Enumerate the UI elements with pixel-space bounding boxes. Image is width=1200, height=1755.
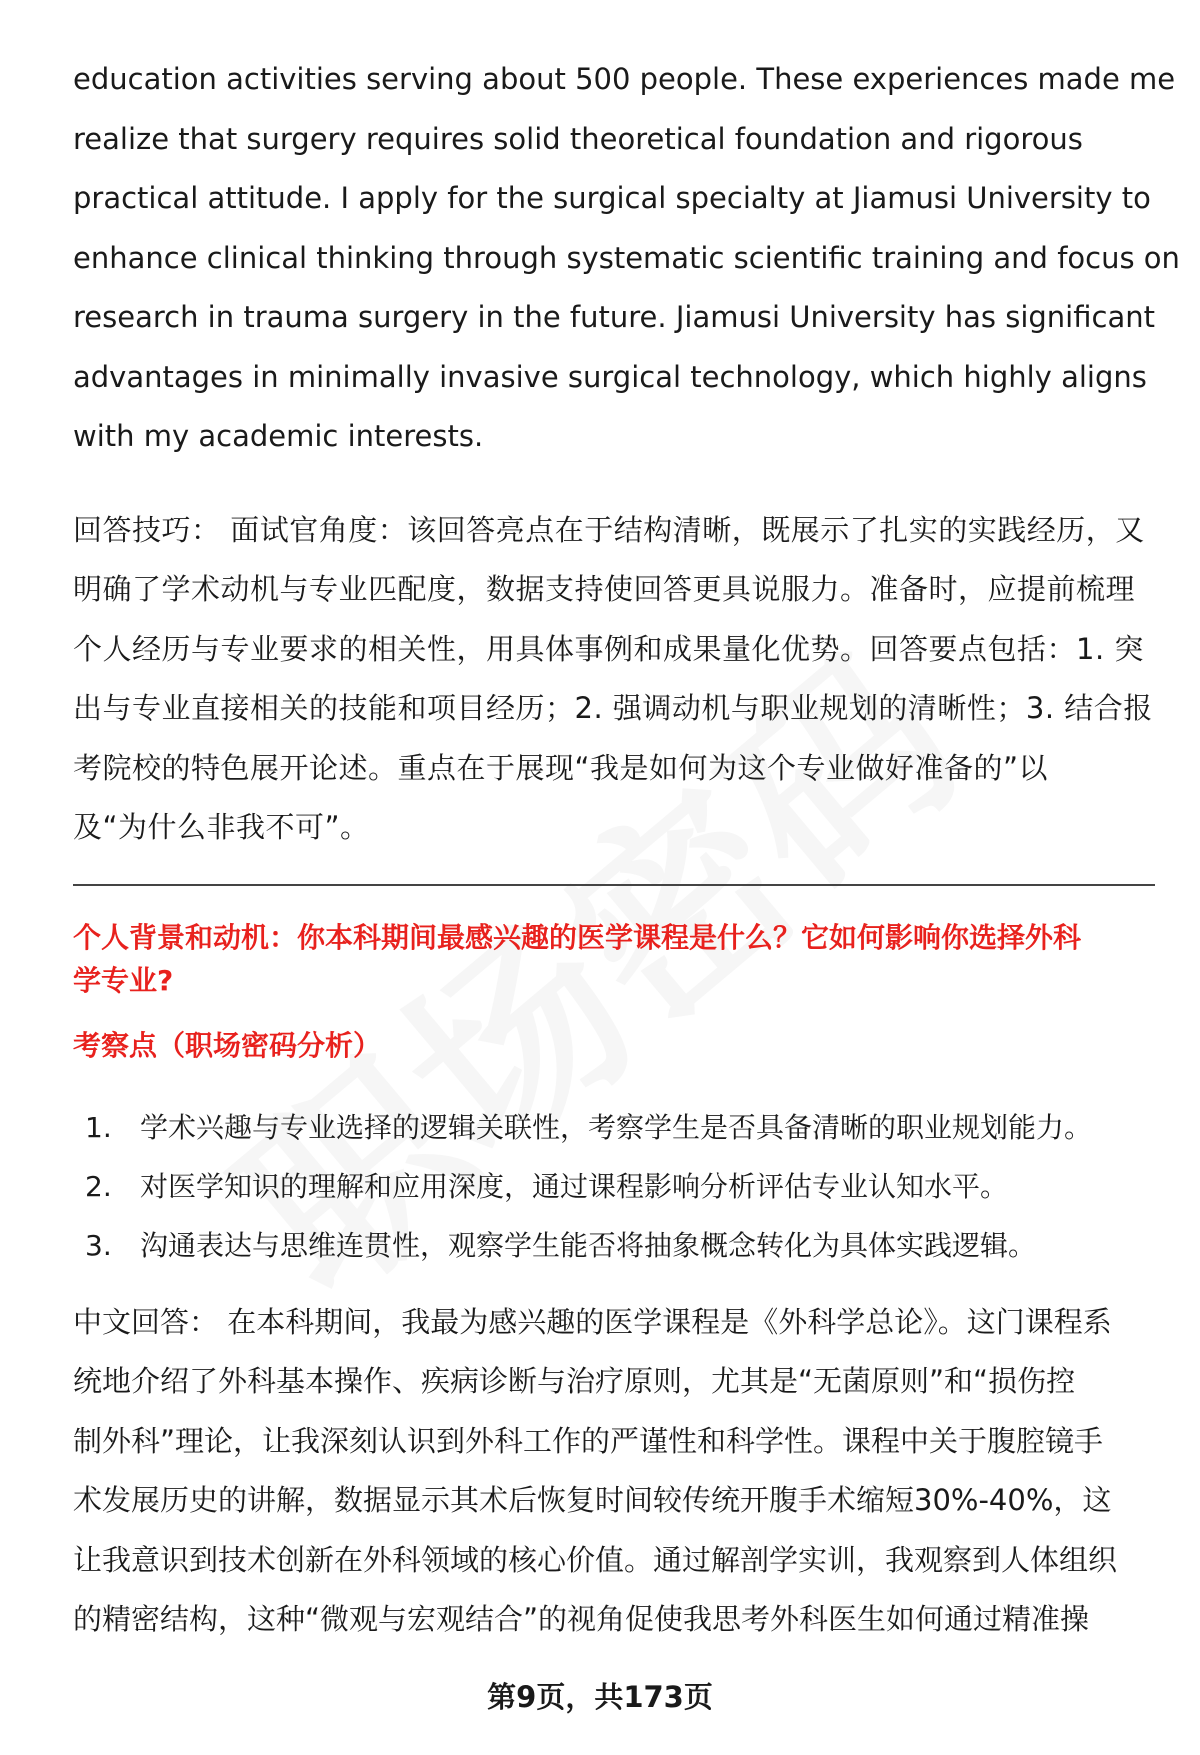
answer-line: 的精密结构，这种“微观与宏观结合”的视角促使我思考外科医生如何通过精准操 xyxy=(73,1602,1090,1636)
tips-paragraph xyxy=(73,501,1153,858)
intro-line: advantages in minimally invasive surgical technology, which highly aligns xyxy=(73,359,1147,394)
answer-line: 中文回答： 在本科期间，我最为感兴趣的医学课程是《外科学总论》。这门课程系 xyxy=(73,1304,1112,1339)
intro-paragraph xyxy=(73,50,1180,467)
page-number-footer: 第9页，共173页 xyxy=(487,1680,713,1714)
answer-line: 制外科”理论，让我深刻认识到外科工作的严谨性和科学性。课程中关于腹腔镜手 xyxy=(73,1423,1104,1458)
tips-line: 及“为什么非我不可”。 xyxy=(73,810,370,844)
intro-line: research in trauma surgery in the future. Jiamusi University has significant xyxy=(73,300,1155,334)
section-divider xyxy=(73,884,1155,886)
intro-line: enhance clinical thinking through systematic scientific training and focus on xyxy=(73,240,1180,275)
intro-line: with my academic interests. xyxy=(73,419,484,453)
list-item xyxy=(73,1098,1153,1157)
intro-line: realize that surgery requires solid theoretical foundation and rigorous xyxy=(73,121,1083,156)
list-item-number: 2. xyxy=(85,1169,112,1203)
list-item-number: 1. xyxy=(85,1110,112,1144)
intro-line: practical attitude. I apply for the surgical specialty at Jiamusi University to xyxy=(73,181,1151,215)
answer-line: 术发展历史的讲解，数据显示其术后恢复时间较传统开腹手术缩短30%-40%，这 xyxy=(73,1483,1112,1517)
list-item-number: 3. xyxy=(85,1228,112,1262)
tips-line: 出与专业直接相关的技能和项目经历；2. 强调动机与职业规划的清晰性；3. 结合报 xyxy=(73,691,1153,725)
list-item xyxy=(73,1216,1153,1275)
list-item-text: 沟通表达与思维连贯性，观察学生能否将抽象概念转化为具体实践逻辑。 xyxy=(140,1228,1037,1262)
chinese-answer-paragraph xyxy=(73,1293,1153,1650)
list-item-text: 学术兴趣与专业选择的逻辑关联性，考察学生是否具备清晰的职业规划能力。 xyxy=(140,1110,1093,1144)
assessment-points-title: 考察点（职场密码分析） xyxy=(73,1028,382,1062)
question-heading xyxy=(73,916,1153,1002)
question-line: 学专业? xyxy=(73,963,174,997)
list-item xyxy=(73,1157,1153,1216)
answer-line: 统地介绍了外科基本操作、疾病诊断与治疗原则，尤其是“无菌原则”和“损伤控 xyxy=(73,1364,1076,1398)
tips-line: 考院校的特色展开论述。重点在于展现“我是如何为这个专业做好准备的”以 xyxy=(73,750,1049,785)
tips-line: 个人经历与专业要求的相关性，用具体事例和成果量化优势。回答要点包括：1. 突 xyxy=(73,631,1144,666)
intro-line: education activities serving about 500 people. These experiences made me xyxy=(73,62,1176,96)
answer-line: 让我意识到技术创新在外科领域的核心价值。通过解剖学实训，我观察到人体组织 xyxy=(73,1542,1118,1577)
list-item-text: 对医学知识的理解和应用深度，通过课程影响分析评估专业认知水平。 xyxy=(140,1169,1009,1203)
assessment-points-list xyxy=(73,1098,1153,1275)
question-line: 个人背景和动机：你本科期间最感兴趣的医学课程是什么？它如何影响你选择外科 xyxy=(73,920,1082,954)
document-page xyxy=(73,50,1180,1650)
tips-line: 回答技巧： 面试官角度：该回答亮点在于结构清晰，既展示了扎实的实践经历，又 xyxy=(73,512,1145,547)
tips-line: 明确了学术动机与专业匹配度，数据支持使回答更具说服力。准备时，应提前梳理 xyxy=(73,572,1136,606)
